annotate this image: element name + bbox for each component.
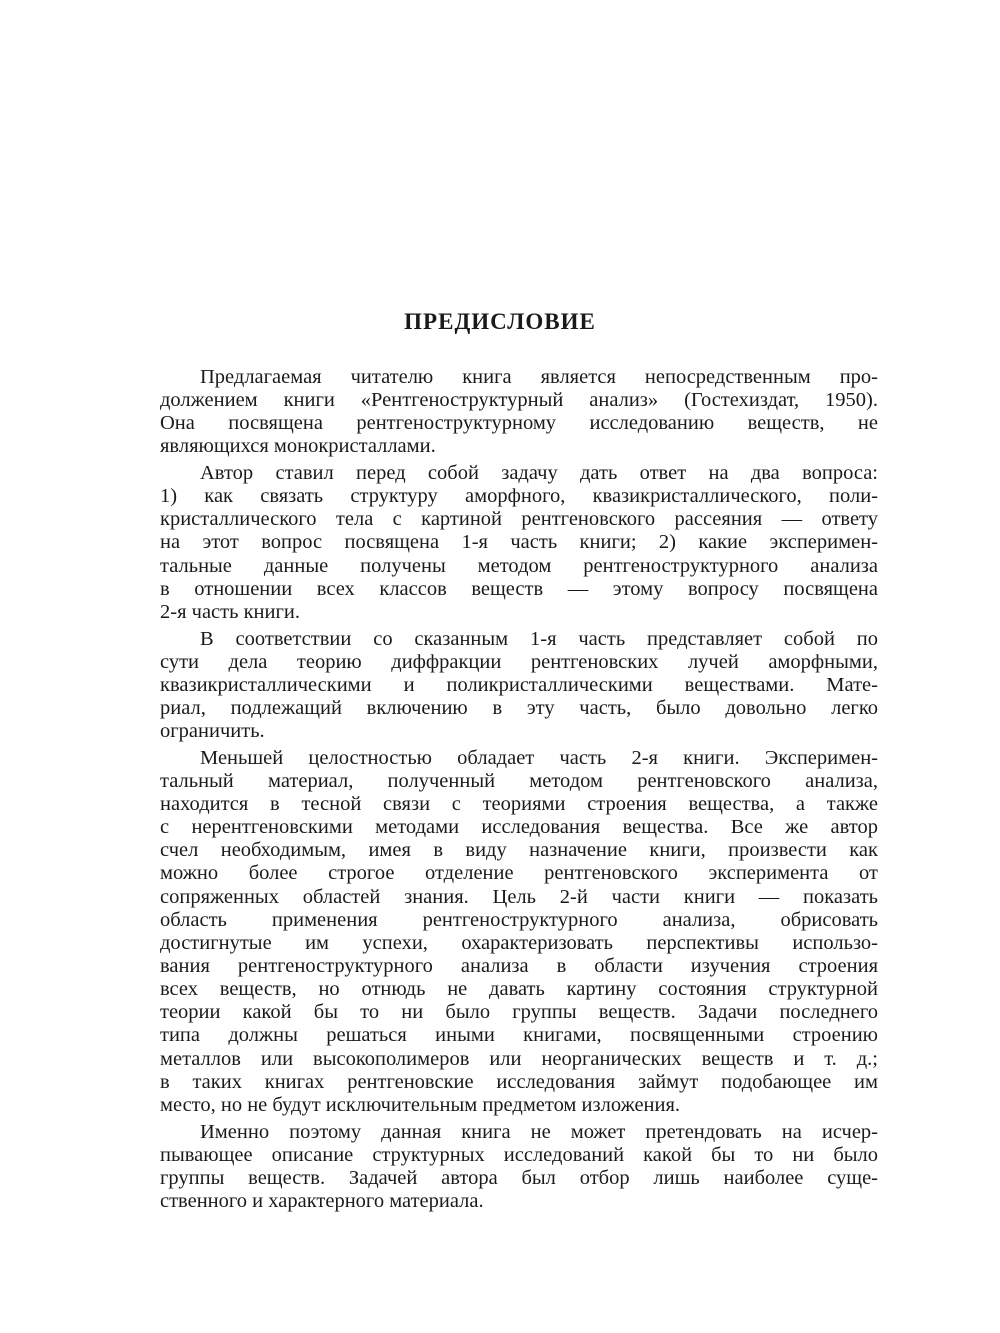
- text-line: на этот вопрос посвящена 1-я часть книги; 2) какие эксперимен-: [160, 531, 878, 554]
- text-line: пывающее описание структурных исследований какой бы то ни было: [160, 1143, 878, 1166]
- text-line: В соответствии со сказанным 1-я часть представляет собой по: [200, 627, 878, 650]
- text-line: кристаллического тела с картиной рентгеновского рассеяния — ответу: [160, 508, 878, 531]
- text-line: металлов или высокополимеров или неорганических веществ и т. д.;: [160, 1047, 878, 1070]
- paragraph: [160, 628, 878, 744]
- text-line: риал, подлежащий включению в эту часть, было довольно легко: [160, 696, 878, 719]
- text-line: счел необходимым, имея в виду назначение книги, произвести как: [160, 839, 878, 862]
- paragraph: [160, 747, 878, 1117]
- text-line: тальные данные получены методом рентгеноструктурного анализа: [160, 554, 878, 577]
- text-line: Именно поэтому данная книга не может претендовать на исчер-: [200, 1120, 878, 1143]
- text-line: в таких книгах рентгеновские исследования займут подобающее им: [160, 1070, 878, 1093]
- text-line: группы веществ. Задачей автора был отбор лишь наиболее суще-: [160, 1166, 878, 1189]
- text-line: ограничить.: [160, 720, 265, 743]
- text-line: сопряженных областей знания. Цель 2-й части книги — показать: [160, 885, 878, 908]
- text-line: тальный материал, полученный методом рентгеновского анализа,: [160, 769, 878, 792]
- paragraph: [160, 462, 878, 624]
- text-line: можно более строгое отделение рентгеновского эксперимента от: [160, 862, 878, 885]
- paragraph: [160, 366, 878, 459]
- text-line: вания рентгеноструктурного анализа в области изучения строения: [160, 955, 878, 978]
- preface-body: [160, 366, 878, 1213]
- text-line: место, но не будут исключительным предметом изложения.: [160, 1093, 681, 1116]
- text-line: должением книги «Рентгеноструктурный анализ» (Гостехиздат, 1950).: [160, 389, 878, 412]
- text-line: ственного и характерного материала.: [160, 1189, 484, 1212]
- text-line: теории какой бы то ни было группы веществ. Задачи последнего: [160, 1001, 878, 1024]
- text-line: 2-я часть книги.: [160, 600, 300, 623]
- text-line: в отношении всех классов веществ — этому вопросу посвящена: [160, 577, 878, 600]
- text-line: Предлагаемая читателю книга является непосредственным про-: [200, 366, 878, 388]
- text-line: 1) как связать структуру аморфного, квазикристаллического, поли-: [160, 485, 878, 508]
- paragraph: [160, 1121, 878, 1214]
- text-line: область применения рентгеноструктурного анализа, обрисовать: [160, 908, 878, 931]
- text-line: Она посвящена рентгеноструктурному исследованию веществ, не: [160, 412, 878, 435]
- text-line: Меньшей целостностью обладает часть 2-я книги. Эксперимен-: [200, 746, 878, 769]
- text-line: с нерентгеновскими методами исследования вещества. Все же автор: [160, 816, 878, 839]
- text-line: Автор ставил перед собой задачу дать ответ на два вопроса:: [200, 462, 878, 485]
- text-line: сути дела теорию диффракции рентгеновских лучей аморфными,: [160, 650, 878, 673]
- text-line: квазикристаллическими и поликристаллическими веществами. Мате-: [160, 673, 878, 696]
- text-line: достигнутые им успехи, охарактеризовать перспективы использо-: [160, 931, 878, 954]
- page-title: ПРЕДИСЛОВИЕ: [404, 309, 596, 334]
- text-line: являющихся монокристаллами.: [160, 435, 436, 458]
- text-line: типа должны решаться иными книгами, посвященными строению: [160, 1024, 878, 1047]
- text-line: всех веществ, но отнюдь не давать картину состояния структурной: [160, 978, 878, 1001]
- text-line: находится в тесной связи с теориями строения вещества, а также: [160, 793, 878, 816]
